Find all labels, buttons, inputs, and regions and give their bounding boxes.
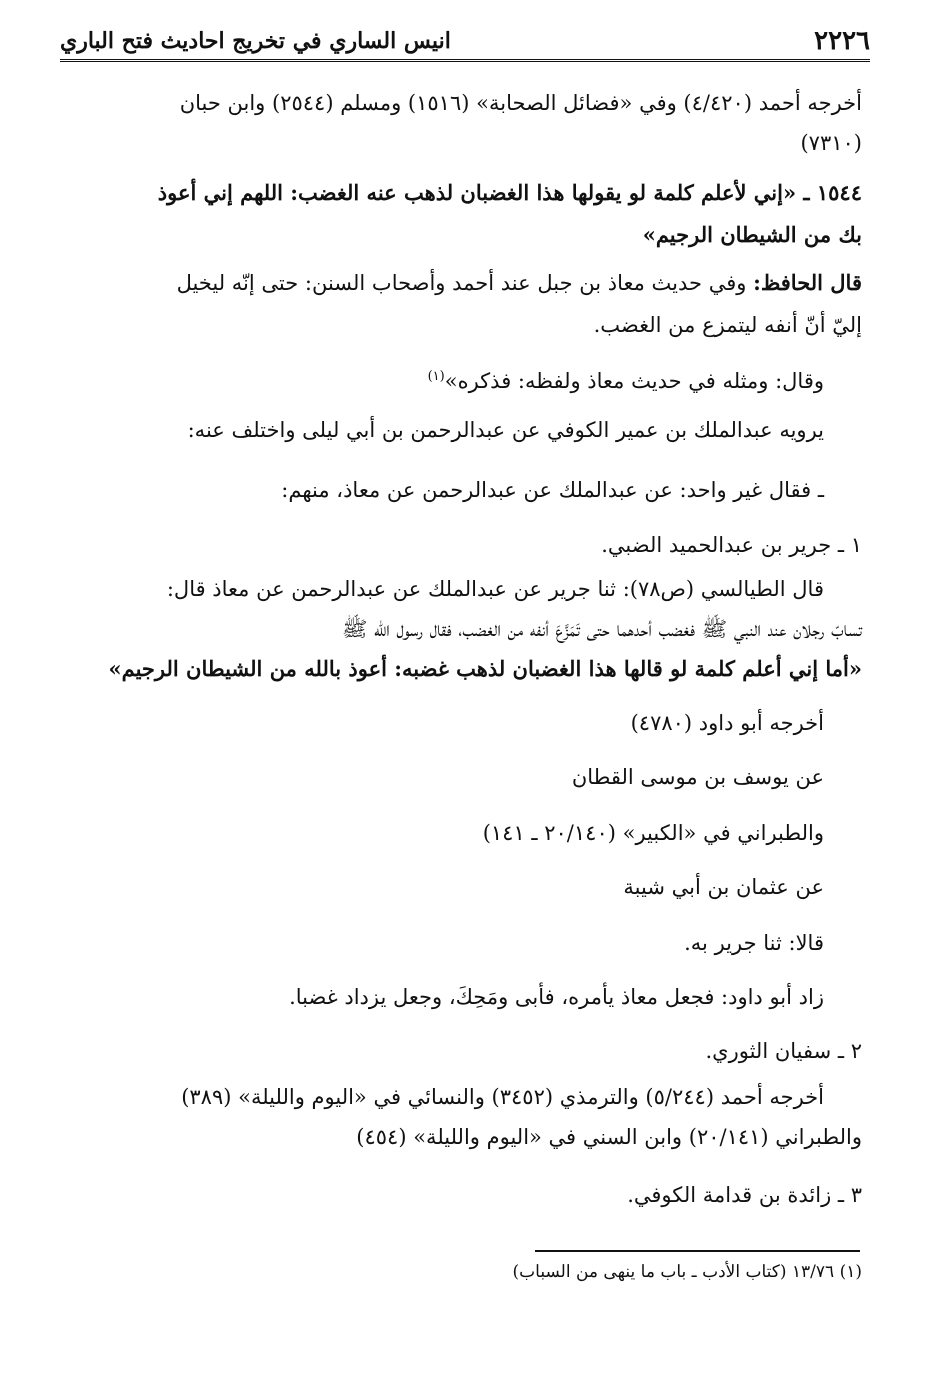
footnote-rule xyxy=(535,1250,860,1252)
page-header xyxy=(60,20,870,62)
narrator-item-1: ١ ـ جرير بن عبدالحميد الضبي. xyxy=(601,533,862,557)
hadith-heading-cont: بك من الشيطان الرجيم» xyxy=(642,222,862,247)
text-line: زاد أبو داود: فجعل معاذ يأمره، فأبى ومَحِكَ، وجعل يزداد غضبا. xyxy=(289,985,824,1009)
text-line: عن عثمان بن أبي شيبة xyxy=(623,875,824,899)
footnote: (١) ١٣/٧٦ (كتاب الأدب ـ باب ما ينهى من السباب) xyxy=(512,1262,862,1282)
text-line: يرويه عبدالملك بن عمير الكوفي عن عبدالرحمن بن أبي ليلى واختلف عنه: xyxy=(187,418,824,442)
footnote-marker: (١) xyxy=(427,369,445,384)
hadith-quote: «أما إني أعلم كلمة لو قالها هذا الغضبان لذهب غضبه: أعوذ بالله من الشيطان الرجيم» xyxy=(108,656,862,681)
text-line: أخرجه أحمد (٤/٤٢٠) وفي «فضائل الصحابة» (١٥١٦) ومسلم (٢٥٤٤) وابن حبان xyxy=(179,91,862,115)
quote-line xyxy=(428,362,824,396)
header-rule xyxy=(60,59,870,62)
text-line: أخرجه أحمد (٥/٢٤٤) والترمذي (٣٤٥٢) والنسائي في «اليوم والليلة» (٣٨٩) xyxy=(181,1085,824,1109)
hafiz-line xyxy=(177,268,862,298)
hadith-heading: ١٥٤٤ ـ «إني لأعلم كلمة لو يقولها هذا الغضبان لذهب عنه الغضب: اللهم إني أعوذ xyxy=(157,180,862,205)
text-line: قالا: ثنا جرير به. xyxy=(684,931,824,955)
text-line: (٧٣١٠) xyxy=(800,131,862,155)
text-line: والطبراني في «الكبير» (٢٠/١٤٠ ـ ١٤١) xyxy=(482,821,824,845)
narrator-item-2: ٢ ـ سفيان الثوري. xyxy=(705,1039,862,1063)
text-line: أخرجه أبو داود (٤٧٨٠) xyxy=(630,711,824,735)
text-line: تسابّ رجلان عند النبي ﷺ فغضب أحدهما حتى تَمَزَّعَ أنفه من الغضب، فقال رسول الله ﷺ xyxy=(342,617,862,641)
quote-text: وقال: ومثله في حديث معاذ ولفظه: فذكره» xyxy=(444,369,824,393)
text-line: ـ فقال غير واحد: عن عبدالملك عن عبدالرحمن عن معاذ، منهم: xyxy=(281,478,824,502)
running-title: انيس الساري في تخريج احاديث فتح الباري xyxy=(60,28,451,54)
hafiz-label: قال الحافظ: xyxy=(753,270,862,295)
narrator-item-3: ٣ ـ زائدة بن قدامة الكوفي. xyxy=(627,1183,862,1207)
text-line: إليّ أنّ أنفه ليتمزع من الغضب. xyxy=(593,313,862,337)
hafiz-text: وفي حديث معاذ بن جبل عند أحمد وأصحاب السنن: حتى إنّه ليخيل xyxy=(176,271,747,295)
text-line: والطبراني (٢٠/١٤١) وابن السني في «اليوم والليلة» (٤٥٤) xyxy=(356,1125,862,1149)
page-number: ٢٢٢٦ xyxy=(814,26,870,56)
text-line: عن يوسف بن موسى القطان xyxy=(571,765,824,789)
text-line: قال الطيالسي (ص٧٨): ثنا جرير عن عبدالملك عن عبدالرحمن عن معاذ قال: xyxy=(166,577,824,601)
